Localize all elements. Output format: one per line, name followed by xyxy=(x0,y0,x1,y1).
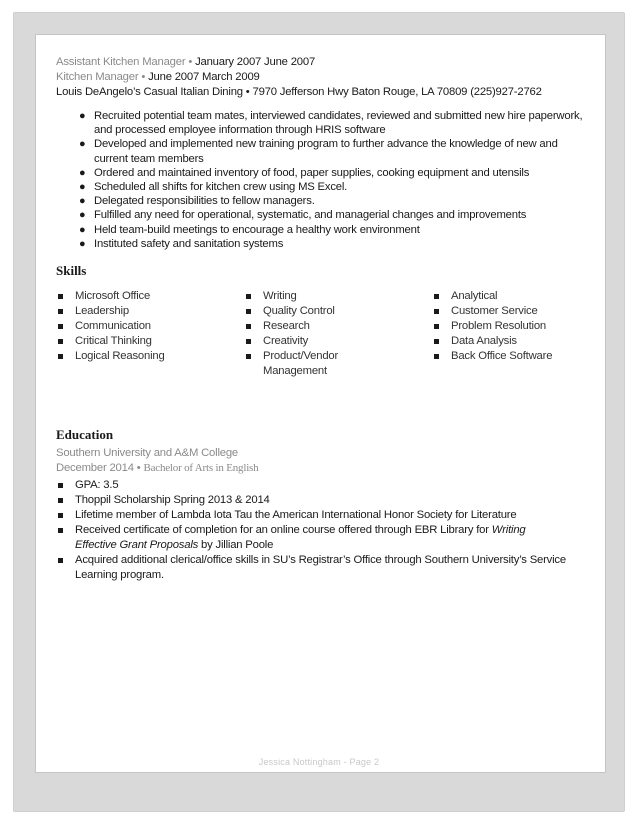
list-item: ● Held team-build meetings to encourage a healthy work environment xyxy=(79,223,420,236)
job-dates: January 2007 June 2007 xyxy=(195,56,316,68)
list-item: Lifetime member of Lambda Iota Tau the American International Honor Society for Literature xyxy=(56,508,586,523)
degree-date: December 2014 xyxy=(56,462,134,475)
square-bullet-icon xyxy=(434,339,439,344)
square-bullet-icon xyxy=(58,339,63,344)
square-bullet-icon xyxy=(58,528,63,533)
degree-line xyxy=(56,461,586,476)
skills-column-1 xyxy=(56,289,226,364)
separator: • xyxy=(188,56,193,68)
square-bullet-icon xyxy=(434,309,439,314)
square-bullet-icon xyxy=(246,294,251,299)
skill-item: Data Analysis xyxy=(432,334,602,349)
square-bullet-icon xyxy=(434,354,439,359)
education-heading: Education xyxy=(56,427,114,443)
square-bullet-icon xyxy=(246,339,251,344)
bullet-icon: ● xyxy=(79,237,86,250)
list-item: Thoppil Scholarship Spring 2013 & 2014 xyxy=(56,493,586,508)
skills-column-3 xyxy=(432,289,602,364)
separator: • xyxy=(136,462,141,475)
skill-item: Critical Thinking xyxy=(56,334,226,349)
list-item: GPA: 3.5 xyxy=(56,478,586,493)
square-bullet-icon xyxy=(58,294,63,299)
skills-grid xyxy=(56,289,586,379)
job-title: Kitchen Manager xyxy=(56,71,139,83)
bullet-icon: ● xyxy=(79,223,86,236)
skill-item: Product/Vendor Management xyxy=(244,349,368,379)
degree-name: Bachelor of Arts in English xyxy=(143,462,259,475)
skill-item: Microsoft Office xyxy=(56,289,226,304)
course-title: Writing xyxy=(491,524,526,537)
separator: • xyxy=(141,71,146,83)
skill-item: Research xyxy=(244,319,414,334)
employer-line: Louis DeAngelo’s Casual Italian Dining • 7970 Jefferson Hwy Baton Rouge, LA 70809 (225)927-2762 xyxy=(56,86,542,98)
skill-item: Quality Control xyxy=(244,304,414,319)
square-bullet-icon xyxy=(246,309,251,314)
experience-bullets xyxy=(56,109,586,251)
list-item: ● Fulfilled any need for operational, systematic, and managerial changes and improvements xyxy=(79,209,527,222)
square-bullet-icon xyxy=(58,513,63,518)
square-bullet-icon xyxy=(434,294,439,299)
list-item: ● Developed and implemented new training program to further advance the knowledge of new and current team members xyxy=(79,138,558,165)
skill-item: Creativity xyxy=(244,334,414,349)
job-line-1 xyxy=(56,55,586,70)
bullet-icon: ● xyxy=(79,138,86,151)
skill-item: Problem Resolution xyxy=(432,319,602,334)
skill-item: Analytical xyxy=(432,289,602,304)
school-name: Southern University and A&M College xyxy=(56,447,239,460)
bullet-icon: ● xyxy=(79,181,86,194)
resume-content xyxy=(56,55,586,583)
skills-heading: Skills xyxy=(56,263,87,279)
square-bullet-icon xyxy=(434,324,439,329)
skill-item: Leadership xyxy=(56,304,226,319)
skill-item: Writing xyxy=(244,289,414,304)
square-bullet-icon xyxy=(58,483,63,488)
education-list xyxy=(56,478,586,583)
bullet-icon: ● xyxy=(79,195,86,208)
list-item: Acquired additional clerical/office skills in SU’s Registrar’s Office through Southern University’s Service Learning program. xyxy=(56,553,586,583)
bullet-icon: ● xyxy=(79,110,86,122)
list-item: Received certificate of completion for an online course offered through EBR Library for Writing Effective Grant Proposals by Jillian Poole xyxy=(56,523,586,553)
list-item: ● Scheduled all shifts for kitchen crew using MS Excel. xyxy=(79,181,348,194)
square-bullet-icon xyxy=(246,324,251,329)
bullet-icon: ● xyxy=(79,166,86,179)
job-line-2 xyxy=(56,70,586,85)
list-item: ● Recruited potential team mates, interviewed candidates, reviewed and submitted new hire paperwork, and processed employee information through HRIS software xyxy=(79,110,583,137)
square-bullet-icon xyxy=(58,354,63,359)
square-bullet-icon xyxy=(58,498,63,503)
skill-item: Back Office Software xyxy=(432,349,602,364)
job-dates: June 2007 March 2009 xyxy=(148,71,260,83)
page-footer: Jessica Nottingham - Page 2 xyxy=(258,757,380,767)
skill-item: Logical Reasoning xyxy=(56,349,226,364)
list-item: ● Delegated responsibilities to fellow managers. xyxy=(79,195,315,208)
square-bullet-icon xyxy=(58,324,63,329)
square-bullet-icon xyxy=(58,558,63,563)
list-item: ● Ordered and maintained inventory of food, paper supplies, cooking equipment and utensils xyxy=(79,166,530,179)
skill-item: Communication xyxy=(56,319,226,334)
bullet-icon: ● xyxy=(79,209,86,222)
job-title: Assistant Kitchen Manager xyxy=(56,56,186,68)
skill-item: Customer Service xyxy=(432,304,602,319)
skills-column-2 xyxy=(244,289,414,379)
square-bullet-icon xyxy=(58,309,63,314)
course-title: Effective Grant Proposals xyxy=(75,539,199,552)
list-item: ● Instituted safety and sanitation systems xyxy=(79,237,284,250)
square-bullet-icon xyxy=(246,354,251,359)
